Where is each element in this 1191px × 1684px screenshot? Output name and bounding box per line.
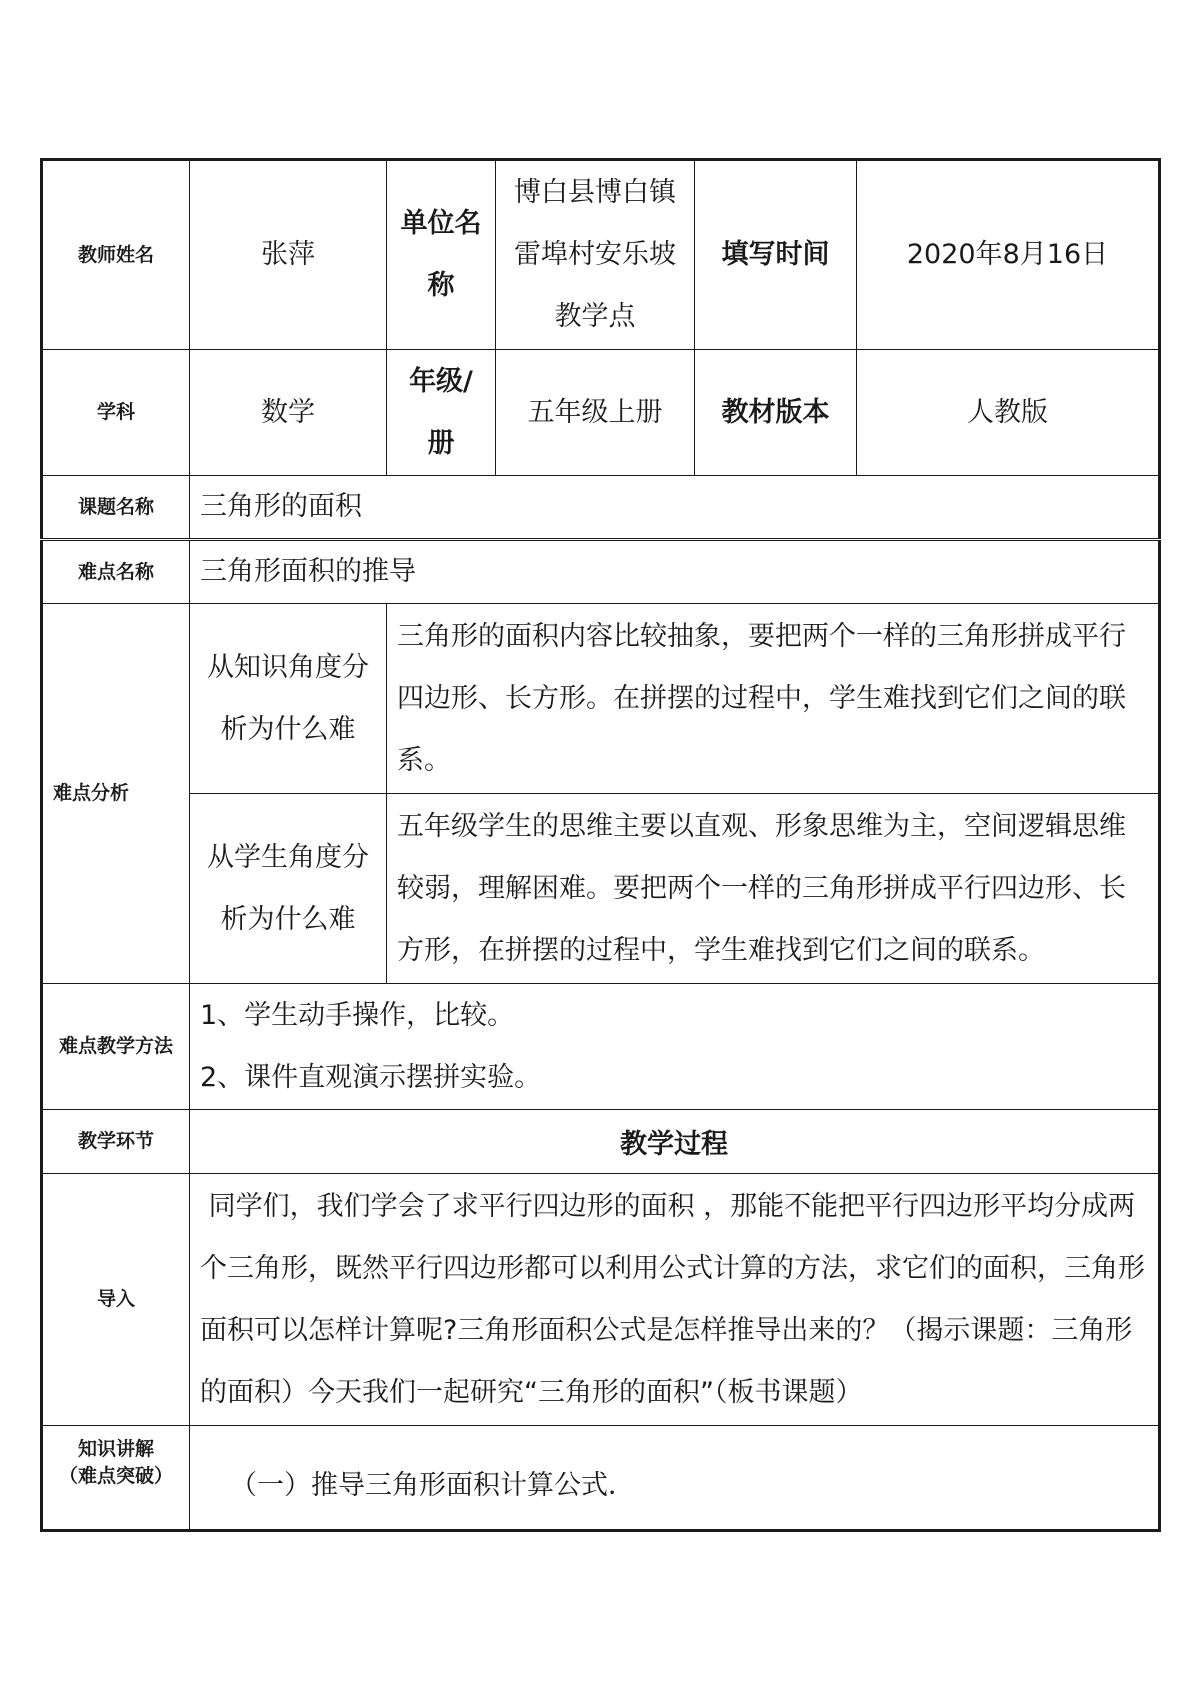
lesson-plan-table [40, 158, 1161, 1532]
grade-value: 五年级上册 [496, 350, 695, 476]
unit-name-label: 单位名称 [387, 160, 496, 350]
method-item-1: 1、学生动手操作，比较。 [200, 999, 515, 1031]
knowledge-angle-text: 三角形的面积内容比较抽象，要把两个一样的三角形拼成平行四边形、长方形。在拼摆的过程中，学生难找到它们之间的联系。 [387, 604, 1160, 794]
topic-row [42, 476, 1160, 540]
knowledge-text: （一）推导三角形面积计算公式． [190, 1426, 1160, 1531]
teacher-name-value: 张萍 [190, 160, 387, 350]
edition-value: 人教版 [857, 350, 1160, 476]
difficulty-row [42, 540, 1160, 604]
knowledge-row [42, 1426, 1160, 1531]
fill-time-value: 2020年8月16日 [857, 160, 1160, 350]
unit-name-value: 博白县博白镇雷埠村安乐坡教学点 [496, 160, 695, 350]
info-row-1 [42, 160, 1160, 350]
method-label: 难点教学方法 [42, 984, 190, 1110]
edition-label: 教材版本 [695, 350, 857, 476]
analysis-knowledge-row [42, 604, 1160, 794]
process-stage-label: 教学环节 [42, 1110, 190, 1174]
topic-label: 课题名称 [42, 476, 190, 540]
process-header-row [42, 1110, 1160, 1174]
method-row [42, 984, 1160, 1110]
subject-label: 学科 [42, 350, 190, 476]
knowledge-angle-label: 从知识角度分析为什么难 [190, 604, 387, 794]
intro-label: 导入 [42, 1174, 190, 1426]
info-row-2 [42, 350, 1160, 476]
knowledge-label-line2: （难点突破） [58, 1464, 173, 1487]
knowledge-label-line1: 知识讲解 [77, 1438, 154, 1460]
method-list [190, 984, 1160, 1110]
difficulty-label: 难点名称 [42, 540, 190, 604]
analysis-label: 难点分析 [42, 604, 190, 984]
intro-row [42, 1174, 1160, 1426]
student-angle-label: 从学生角度分析为什么难 [190, 794, 387, 984]
knowledge-label [42, 1426, 190, 1531]
subject-value: 数学 [190, 350, 387, 476]
method-item-2: 2、课件直观演示摆拼实验。 [200, 1061, 542, 1093]
difficulty-value: 三角形面积的推导 [190, 540, 1160, 604]
analysis-student-row [42, 794, 1160, 984]
process-header: 教学过程 [190, 1110, 1160, 1174]
intro-text: 同学们，我们学会了求平行四边形的面积 ，那能不能把平行四边形平均分成两个三角形，既然平行四边形都可以利用公式计算的方法，求它们的面积，三角形面积可以怎样计算呢?三角形面积公式是怎样推导出来的？（揭示课题：三角形的面积）今天我们一起研究“三角形的面积”（板书课题） [190, 1174, 1160, 1426]
student-angle-text: 五年级学生的思维主要以直观、形象思维为主，空间逻辑思维较弱，理解困难。要把两个一样的三角形拼成平行四边形、长方形，在拼摆的过程中，学生难找到它们之间的联系。 [387, 794, 1160, 984]
topic-value: 三角形的面积 [190, 476, 1160, 540]
teacher-name-label: 教师姓名 [42, 160, 190, 350]
fill-time-label: 填写时间 [695, 160, 857, 350]
grade-label: 年级/册 [387, 350, 496, 476]
